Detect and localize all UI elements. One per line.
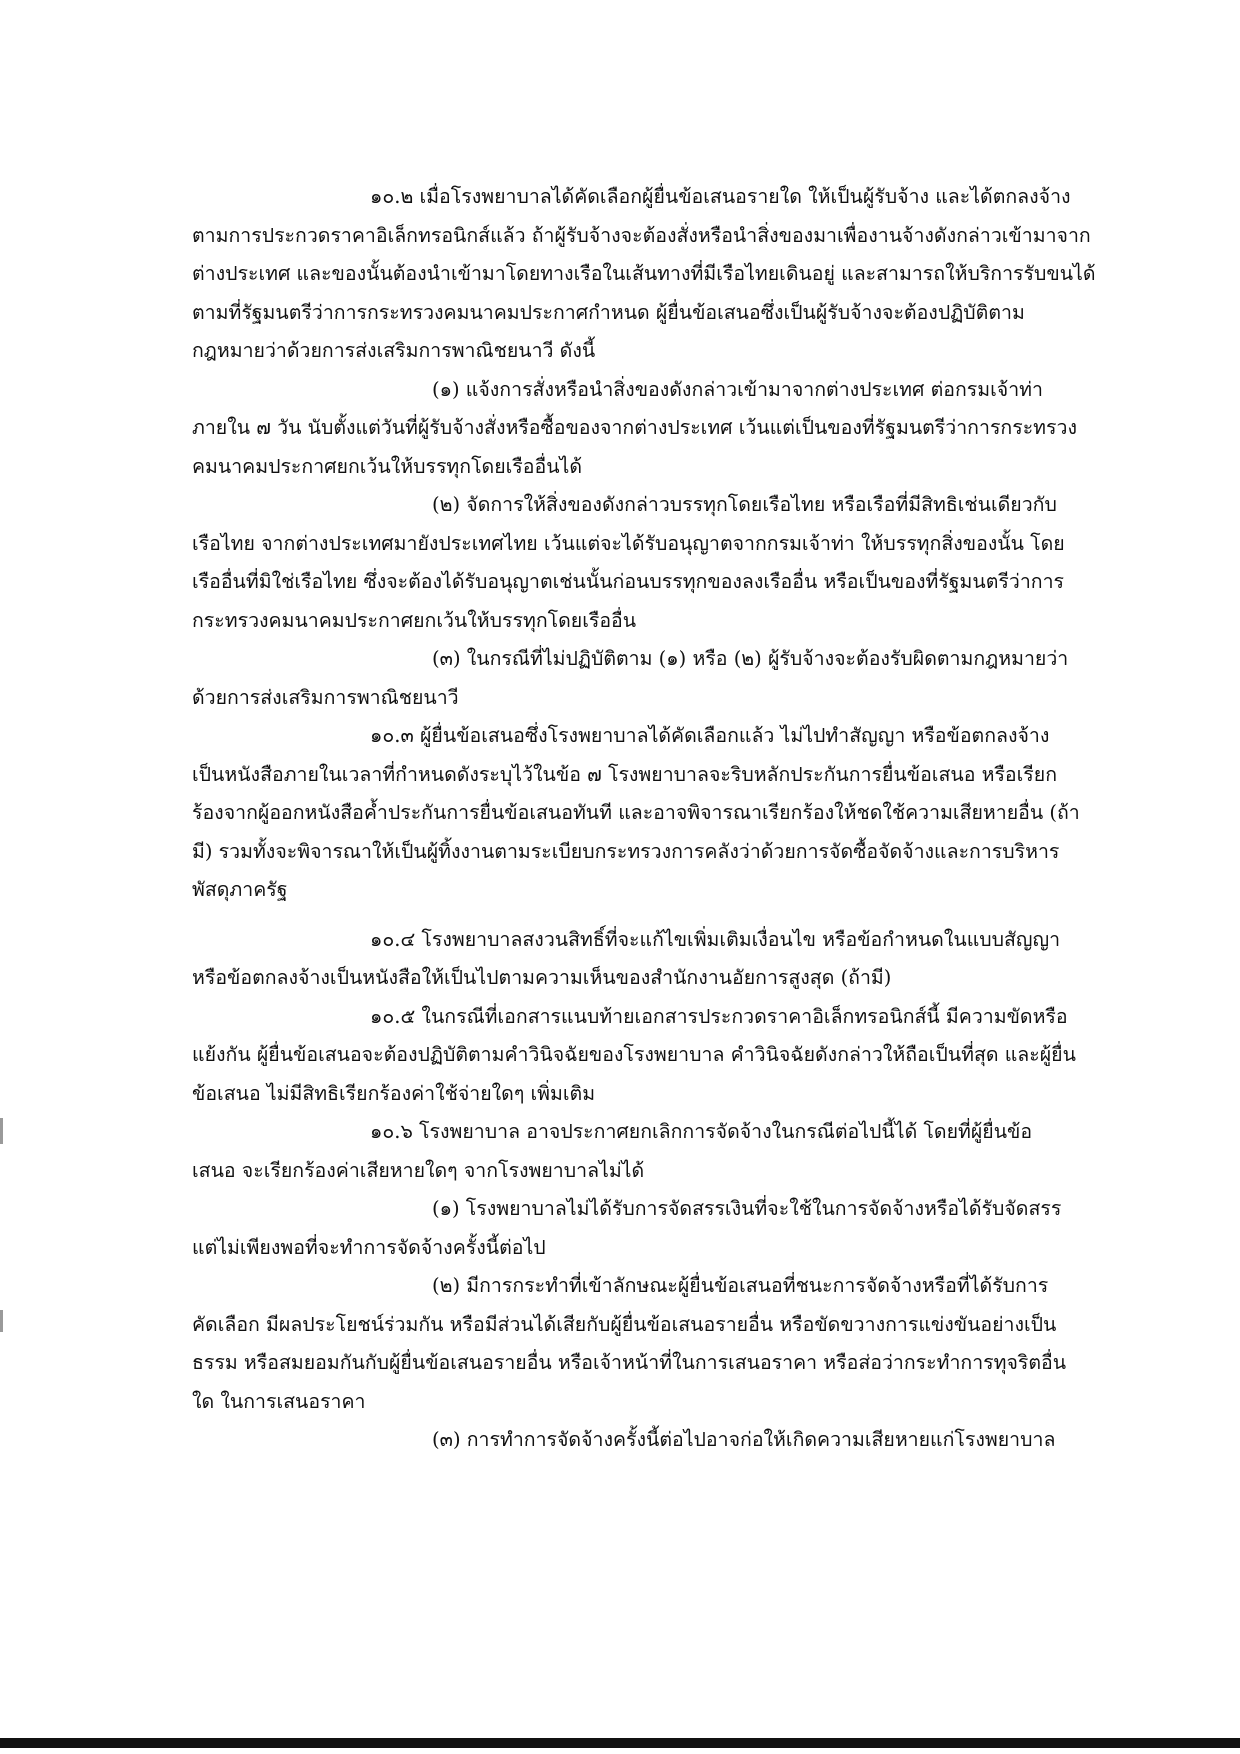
paragraph-line: กฎหมายว่าด้วยการส่งเสริมการพาณิชยนาวี ดังนี้ [192, 339, 596, 362]
paragraph-line: พัสดุภาครัฐ [192, 878, 288, 901]
paragraph-line: (๒) มีการกระทำที่เข้าลักษณะผู้ยื่นข้อเสนอที่ชนะการจัดจ้างหรือที่ได้รับการ [432, 1274, 1049, 1297]
section-10-2-item-2 [192, 486, 1072, 640]
paragraph-line: ใด ในการเสนอราคา [192, 1389, 366, 1413]
paragraph-line: (๒) จัดการให้สิ่งของดังกล่าวบรรทุกโดยเรือไทย หรือเรือที่มีสิทธิเช่นเดียวกับ [432, 493, 1057, 516]
paragraph-line: ตามการประกวดราคาอิเล็กทรอนิกส์แล้ว ถ้าผู้รับจ้างจะต้องสั่งหรือนำสิ่งของมาเพื่องานจ้างดังกล่าวเข้ามาจาก [192, 223, 1091, 247]
paragraph-line: ๑๐.๔ โรงพยาบาลสงวนสิทธิ์ที่จะแก้ไขเพิ่มเติมเงื่อนไข หรือข้อกำหนดในแบบสัญญา [370, 927, 1061, 951]
section-10-4 [192, 921, 1072, 998]
paragraph-line: ร้องจากผู้ออกหนังสือค้ำประกันการยื่นข้อเสนอทันที และอาจพิจารณาเรียกร้องให้ชดใช้ความเสียหายอื่น (ถ้า [192, 801, 1080, 824]
paragraph-line: ๑๐.๒ เมื่อโรงพยาบาลได้คัดเลือกผู้ยื่นข้อเสนอรายใด ให้เป็นผู้รับจ้าง และได้ตกลงจ้าง [370, 185, 1071, 208]
paragraph-line: ๑๐.๕ ในกรณีที่เอกสารแนบท้ายเอกสารประกวดราคาอิเล็กทรอนิกส์นี้ มีความขัดหรือ [370, 1004, 1068, 1028]
paragraph-line: แต่ไม่เพียงพอที่จะทำการจัดจ้างครั้งนี้ต่อไป [192, 1235, 546, 1259]
paragraph-line: ๑๐.๖ โรงพยาบาล อาจประกาศยกเลิกการจัดจ้างในกรณีต่อไปนี้ได้ โดยที่ผู้ยื่นข้อ [370, 1120, 1033, 1143]
paragraph-line: กระทรวงคมนาคมประกาศยกเว้นให้บรรทุกโดยเรืออื่น [192, 608, 637, 632]
section-10-6-item-1 [192, 1190, 1072, 1267]
paragraph-line: ด้วยการส่งเสริมการพาณิชยนาวี [192, 685, 459, 709]
paragraph-line: ตามที่รัฐมนตรีว่าการกระทรวงคมนาคมประกาศกำหนด ผู้ยื่นข้อเสนอซึ่งเป็นผู้รับจ้างจะต้องปฏิบัติตาม [192, 300, 1025, 324]
section-10-2-item-3 [192, 640, 1072, 717]
section-10-6-item-3 [192, 1421, 1072, 1460]
document-body [192, 178, 1096, 1460]
paragraph-gap [192, 910, 1072, 921]
section-10-2 [192, 178, 1096, 717]
paragraph-line: ๑๐.๓ ผู้ยื่นข้อเสนอซึ่งโรงพยาบาลได้คัดเลือกแล้ว ไม่ไปทำสัญญา หรือข้อตกลงจ้าง [370, 724, 1050, 747]
paragraph-line: เสนอ จะเรียกร้องค่าเสียหายใดๆ จากโรงพยาบาลไม่ได้ [192, 1158, 645, 1182]
paragraph-line: (๓) การทำการจัดจ้างครั้งนี้ต่อไปอาจก่อให้เกิดความเสียหายแก่โรงพยาบาล [432, 1428, 1056, 1451]
paragraph-line: เป็นหนังสือภายในเวลาที่กำหนดดังระบุไว้ในข้อ ๗ โรงพยาบาลจะริบหลักประกันการยื่นข้อเสนอ หรือเรียก [192, 762, 1058, 786]
section-10-3 [192, 717, 1080, 910]
paragraph-line: มี) รวมทั้งจะพิจารณาให้เป็นผู้ทิ้งงานตามระเบียบกระทรวงการคลังว่าด้วยการจัดซื้อจัดจ้างและการบริหาร [192, 839, 1060, 863]
section-10-6 [192, 1113, 1072, 1460]
paragraph-line: (๑) แจ้งการสั่งหรือนำสิ่งของดังกล่าวเข้ามาจากต่างประเทศ ต่อกรมเจ้าท่า [432, 377, 1043, 401]
section-10-2-item-1 [192, 371, 1077, 487]
section-10-6-item-2 [192, 1267, 1072, 1421]
paragraph-line: ข้อเสนอ ไม่มีสิทธิเรียกร้องค่าใช้จ่ายใดๆ เพิ่มเติม [192, 1081, 596, 1105]
paragraph-line: ภายใน ๗ วัน นับตั้งแต่วันที่ผู้รับจ้างสั่งหรือซื้อของจากต่างประเทศ เว้นแต่เป็นของที่รัฐมนตรีว่าการกระทรวง [192, 416, 1077, 439]
paragraph-line: แย้งกัน ผู้ยื่นข้อเสนอจะต้องปฏิบัติตามคำวินิจฉัยของโรงพยาบาล คำวินิจฉัยดังกล่าวให้ถือเป็นที่สุด และผู้ยื่น [192, 1043, 1076, 1066]
section-10-5 [192, 998, 1076, 1114]
paragraph-line: ธรรม หรือสมยอมกันกับผู้ยื่นข้อเสนอรายอื่น หรือเจ้าหน้าที่ในการเสนอราคา หรือส่อว่ากระทำการทุจริตอื่น [192, 1351, 1067, 1374]
paragraph-line: เรือไทย จากต่างประเทศมายังประเทศไทย เว้นแต่จะได้รับอนุญาตจากกรมเจ้าท่า ให้บรรทุกสิ่งของนั้น โดย [192, 531, 1065, 555]
scan-margin-mark [0, 1310, 3, 1332]
paragraph-line: หรือข้อตกลงจ้างเป็นหนังสือให้เป็นไปตามความเห็นของสำนักงานอัยการสูงสุด (ถ้ามี) [192, 966, 892, 989]
scan-margin-mark [0, 1118, 3, 1144]
paragraph-line: ต่างประเทศ และของนั้นต้องนำเข้ามาโดยทางเรือในเส้นทางที่มีเรือไทยเดินอยู่ และสามารถให้บริการรับขนได้ [192, 262, 1096, 285]
paragraph-line: (๑) โรงพยาบาลไม่ได้รับการจัดสรรเงินที่จะใช้ในการจัดจ้างหรือได้รับจัดสรร [432, 1197, 1062, 1220]
paragraph-line: คมนาคมประกาศยกเว้นให้บรรทุกโดยเรืออื่นได้ [192, 454, 582, 478]
paragraph-line: คัดเลือก มีผลประโยชน์ร่วมกัน หรือมีส่วนได้เสียกับผู้ยื่นข้อเสนอรายอื่น หรือขัดขวางการแข่งขันอย่างเป็น [192, 1312, 1057, 1336]
paragraph-line: เรืออื่นที่มิใช่เรือไทย ซึ่งจะต้องได้รับอนุญาตเช่นนั้นก่อนบรรทุกของลงเรืออื่น หรือเป็นของที่รัฐมนตรีว่าการ [192, 570, 1064, 593]
paragraph-line: (๓) ในกรณีที่ไม่ปฏิบัติตาม (๑) หรือ (๒) ผู้รับจ้างจะต้องรับผิดตามกฎหมายว่า [432, 647, 1069, 670]
scan-bottom-edge [0, 1738, 1240, 1748]
